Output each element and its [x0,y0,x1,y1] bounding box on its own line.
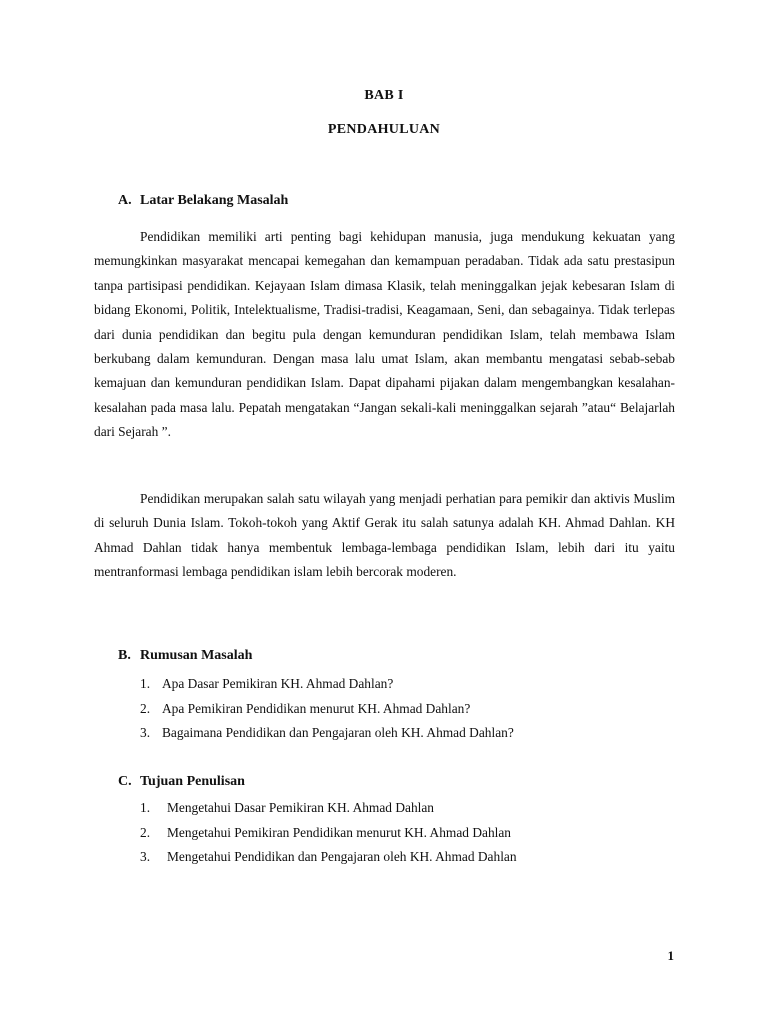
section-a-title: Latar Belakang Masalah [140,193,289,208]
page-number: 1 [667,948,674,963]
section-a-paragraph-1: Pendidikan memiliki arti penting bagi kehidupan manusia, juga mendukung kekuatan yang memungkinkan masyarakat mencapai kemegahan dan kemampuan peradaban. Tidak ada satu prestasipun tanpa partisipasi pendidikan. Kejayaan Islam dimasa Klasik, telah meninggalkan jejak kebesaran Islam di bidang Ekonomi, Politik, Intelektualisme, Tradisi-tradisi, Keagamaan, Seni, dan sebagainya. Tidak terlepas dari dunia pendidikan dan begitu pula dengan kemunduran pendidikan Islam, telah membawa Islam berkubang dalam kemunduran. Dengan masa lalu umat Islam, akan membantu mengatasi sebab-sebab kemajuan dan kemunduran pendidikan Islam. Dapat dipahami pijakan dalam mengembangkan kesalahan-kesalahan pada masa lalu. Pepatah mengatakan “Jangan sekali-kali meninggalkan sejarah ”atau“ Belajarlah dari Sejarah ”. [94,229,675,440]
section-a-label: A. [118,193,132,208]
section-b-heading [118,648,252,664]
section-c-title: Tujuan Penulisan [140,774,245,789]
section-b-list [140,672,514,746]
list-item: 3. Bagaimana Pendidikan dan Pengajaran oleh KH. Ahmad Dahlan? [140,725,514,741]
list-item: 2. Mengetahui Pemikiran Pendidikan menurut KH. Ahmad Dahlan [140,824,511,840]
section-a-paragraph-2: Pendidikan merupakan salah satu wilayah yang menjadi perhatian para pemikir dan aktivis Muslim di seluruh Dunia Islam. Tokoh-tokoh yang Aktif Gerak itu salah satunya adalah KH. Ahmad Dahlan. KH Ahmad Dahlan tidak hanya membentuk lembaga-lembaga pendidikan Islam, lebih dari itu yaitu mentranformasi lembaga pendidikan islam lebih bercorak moderen. [94,491,675,580]
section-b-title: Rumusan Masalah [140,648,253,663]
section-a-heading [118,193,288,209]
section-c-list [140,796,517,870]
list-item: 2. Apa Pemikiran Pendidikan menurut KH. Ahmad Dahlan? [140,700,471,716]
list-item: 1. Apa Dasar Pemikiran KH. Ahmad Dahlan? [140,676,394,691]
chapter-number: BAB I [364,88,404,103]
section-c-heading [118,774,245,790]
list-item: 3. Mengetahui Pendidikan dan Pengajaran oleh KH. Ahmad Dahlan [140,849,517,865]
chapter-title: PENDAHULUAN [327,122,441,137]
list-item: 1. Mengetahui Dasar Pemikiran KH. Ahmad Dahlan [140,800,435,815]
section-b-label: B. [118,648,131,663]
section-c-label: C. [118,774,132,789]
